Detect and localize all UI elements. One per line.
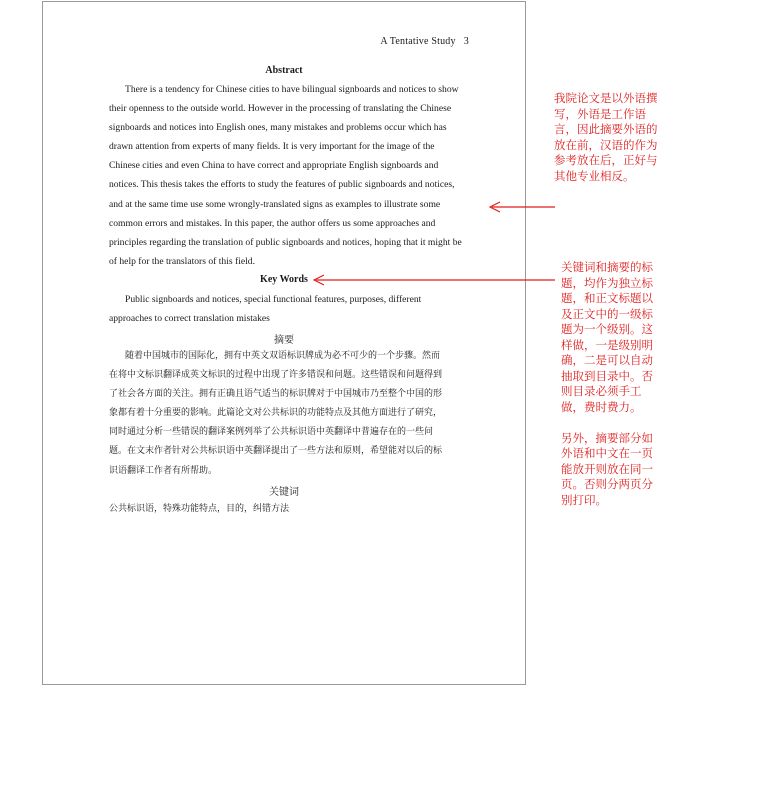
abstract-line: their openness to the outside world. However in the processing of translating the Chinese	[109, 103, 452, 115]
chinese-abstract-line: 题。在文末作者针对公共标识语中英翻译提出了一些方法和原则，希望能对以后的标	[109, 446, 443, 457]
document-page	[42, 1, 526, 685]
keywords-body	[109, 290, 469, 328]
chinese-abstract-line: 在将中文标识翻译成英文标识的过程中出现了许多错误和问题。这些错误和问题得到	[109, 370, 443, 381]
running-title: A Tentative Study	[380, 36, 456, 47]
annotation-line: 言，因此摘要外语的	[554, 122, 658, 136]
abstract-heading: Abstract	[265, 65, 303, 76]
keywords-line: approaches to correct translation mistakes	[109, 313, 270, 325]
chinese-keywords-line: 公共标识语，特殊功能特点，目的，纠错方法	[109, 504, 290, 514]
annotation-line: 外语和中文在一页	[561, 446, 653, 460]
chinese-abstract-line: 同时通过分析一些错误的翻译案例列举了公共标识语中英翻译中普遍存在的一些问	[109, 427, 434, 438]
keywords-line: Public signboards and notices, special functional features, purposes, different	[125, 294, 422, 305]
annotation-line: 能放开则放在同一	[561, 461, 653, 476]
abstract-line: Chinese cities and even China to have correct and appropriate English signboards and	[109, 160, 439, 172]
abstract-line: signboards and notices into English ones, many mistakes and problems occur which has	[109, 122, 447, 134]
chinese-abstract-line: 识语翻译工作者有所帮助。	[109, 465, 218, 476]
annotation-line: 放在前，汉语的作为	[554, 137, 658, 152]
running-header	[380, 36, 469, 47]
annotation-line: 页。否则分两页分	[561, 477, 653, 491]
chinese-keywords-heading: 关键词	[269, 487, 299, 498]
chinese-abstract-line: 随着中国城市的国际化，拥有中英文双语标识牌成为必不可少的一个步骤。然而	[125, 351, 441, 361]
abstract-line: drawn attention from experts of many fields. It is very important for the image of the	[109, 141, 435, 153]
annotation-line: 参考放在后，正好与	[554, 153, 658, 167]
annotation-line: 及正文中的一级标	[561, 306, 653, 321]
page-number: 3	[463, 36, 469, 47]
chinese-abstract-line: 了社会各方面的关注。拥有正确且语气适当的标识牌对于中国城市乃至整个中国的形	[109, 389, 443, 400]
chinese-abstract-body	[109, 347, 469, 481]
annotation-line: 抽取到目录中。否	[561, 368, 653, 383]
abstract-line: and at the same time use some wrongly-translated signs as examples to illustrate some	[109, 198, 441, 210]
abstract-line: notices. This thesis takes the efforts to study the features of public signboards and notices,	[109, 179, 455, 191]
chinese-keywords-body	[109, 500, 469, 519]
annotation-language-order	[554, 91, 658, 184]
annotation-line: 我院论文是以外语撰	[554, 91, 658, 105]
annotation-line: 则目录必须手工	[561, 384, 642, 398]
annotation-line: 样做，一是级别明	[561, 337, 653, 352]
abstract-line: common errors and mistakes. In this paper, the author offers us some approaches and	[109, 217, 436, 229]
annotation-line: 题，和正文标题以	[561, 291, 653, 305]
annotation-line: 题，均作为独立标	[561, 275, 653, 290]
annotation-line: 关键词和摘要的标	[561, 260, 653, 274]
annotation-line: 写，外语是工作语	[554, 106, 646, 121]
abstract-line: of help for the translators of this field.	[109, 255, 256, 267]
annotation-line: 别打印。	[561, 492, 607, 507]
annotation-heading-level	[561, 260, 653, 508]
abstract-line: There is a tendency for Chinese cities to have bilingual signboards and notices to show	[125, 84, 459, 95]
annotation-line: 题为一个级别。这	[561, 322, 653, 336]
chinese-abstract-heading: 摘要	[274, 335, 294, 346]
annotation-line: 确，二是可以自动	[561, 353, 653, 367]
chinese-abstract-line: 象都有着十分重要的影响。此篇论文对公共标识的功能特点及其他方面进行了研究，	[109, 408, 443, 419]
annotation-line	[561, 415, 653, 431]
abstract-line: principles regarding the translation of public signboards and notices, hoping that it might be	[109, 236, 462, 248]
annotation-line: 做，费时费力。	[561, 399, 642, 414]
annotation-line: 其他专业相反。	[554, 168, 635, 183]
abstract-body	[109, 80, 469, 271]
annotation-line: 另外，摘要部分如	[561, 430, 653, 445]
keywords-heading: Key Words	[260, 274, 308, 285]
